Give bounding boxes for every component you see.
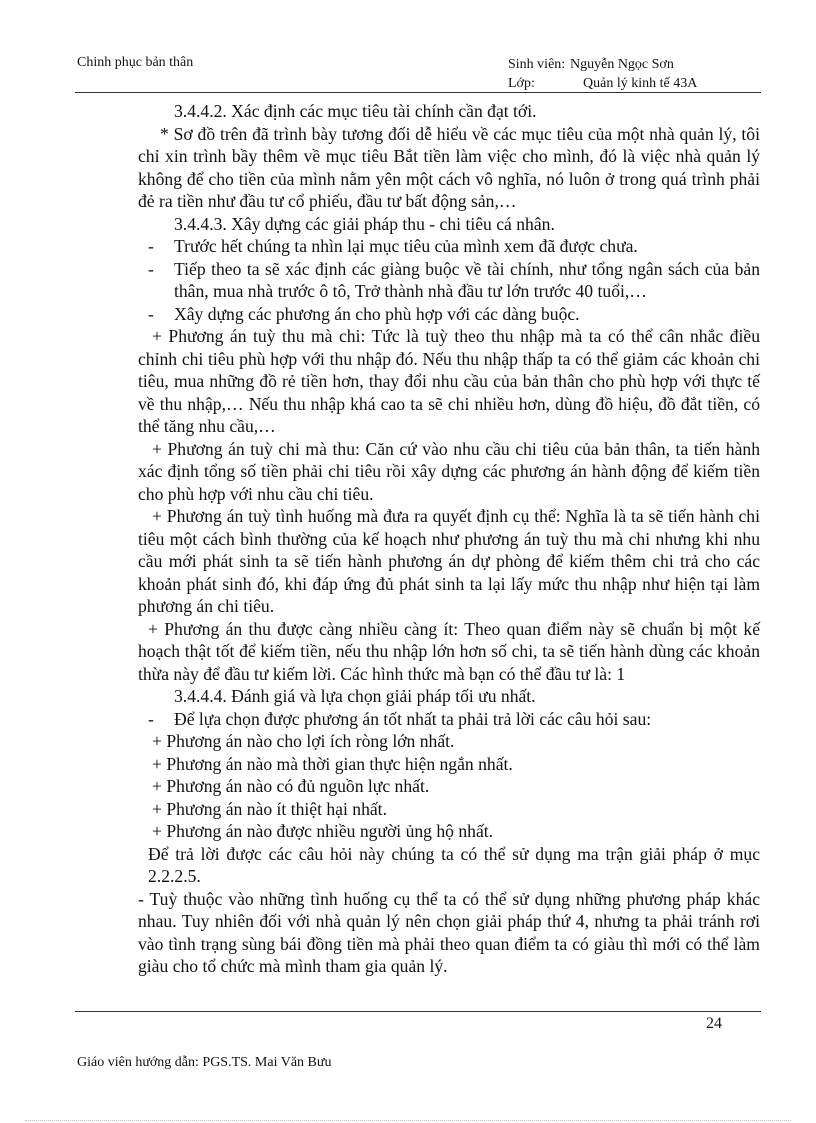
page-break-line (25, 1120, 791, 1121)
section-heading: 3.4.4.2. Xác định các mục tiêu tài chính cần đạt tới. (174, 101, 537, 121)
list-item: + Phương án nào ít thiệt hại nhất. (152, 798, 387, 819)
student-label: Sinh viên: (508, 57, 566, 72)
paragraph: * Sơ đồ trên đã trình bày tương đối dễ hiểu về các mục tiêu của một nhà quản lý, tôi chỉ xin trình bầy thêm về mục tiêu Bắt tiền làm việc cho mình, đó là việc nhà quản lý không để cho tiền của mình nằm yên một cách vô nghĩa, nó luôn ở trong quá trình phải đẻ ra tiền như đầu tư cổ phiếu, đầu tư bất động sản,… (138, 123, 760, 211)
footer-advisor: Giáo viên hướng dẫn: PGS.TS. Mai Văn Bưu (77, 1055, 332, 1070)
paragraph: Để trả lời được các câu hỏi này chúng ta có thể sử dụng ma trận giải pháp ở mục 2.2.2.5. (148, 843, 760, 886)
header-title: Chinh phục bản thân (77, 55, 194, 70)
student-name: Nguyễn Ngọc Sơn (570, 57, 674, 72)
class-name: Quản lý kinh tế 43A (583, 76, 698, 91)
section-heading: 3.4.4.3. Xây dựng các giải pháp thu - chi tiêu cá nhân. (174, 213, 555, 234)
list-item: - Xây dựng các phương án cho phù hợp với các dàng buộc. (148, 303, 580, 324)
footer-rule (75, 1011, 761, 1012)
list-item: + Phương án nào cho lợi ích ròng lớn nhất. (152, 731, 455, 751)
paragraph: + Phương án tuỳ tình huống mà đưa ra quyết định cụ thể: Nghĩa là ta sẽ tiến hành chi tiêu một cách bình thường của kế hoạch như phương án tuỳ thu mà chi nhưng khi nhu cầu mới phát sinh ta sẽ tiến hành phương án dự phòng để kiếm thêm chi trả cho các khoản phát sinh đó, khi đáp ứng đủ phát sinh ta lại lấy mức thu nhập như hiện tại làm phương án chi tiêu. (138, 506, 760, 616)
list-item: + Phương án nào mà thời gian thực hiện ngắn nhất. (152, 753, 513, 774)
header-student-info (508, 55, 697, 93)
page-number: 24 (706, 1015, 722, 1032)
class-label: Lớp: (508, 76, 535, 91)
section-heading: 3.4.4.4. Đánh giá và lựa chọn giải pháp tối ưu nhất. (174, 686, 536, 706)
header-rule (75, 92, 761, 93)
list-item: + Phương án nào được nhiều người ủng hộ nhất. (152, 821, 494, 841)
list-item: - Để lựa chọn được phương án tốt nhất ta phải trả lời các câu hỏi sau: (148, 708, 652, 729)
paragraph: + Phương án tuỳ thu mà chi: Tức là tuỳ theo thu nhập mà ta có thể cân nhắc điều chỉnh chi tiêu phù hợp với thu nhập đó. Nếu thu nhập thấp ta có thể giảm các khoản chi tiêu, mua những đồ rẻ tiền hơn, thay đổi nhu cầu của bản thân cho phù hợp với thực tế về thu nhập,… Nếu thu nhập khá cao ta sẽ chi nhiều hơn, dùng đồ hiệu, đồ đắt tiền, có thể tăng nhu cầu,… (138, 326, 760, 436)
list-item: + Phương án nào có đủ nguồn lực nhất. (152, 776, 430, 796)
list-item: - Tiếp theo ta sẽ xác định các giàng buộc về tài chính, như tổng ngân sách của bản thân, mua nhà trước ô tô, Trở thành nhà đầu tư lớn trước 40 tuổi,… (148, 258, 760, 301)
paragraph: - Tuỳ thuộc vào những tình huống cụ thể ta có thể sử dụng những phương pháp khác nhau. Tuy nhiên đối với nhà quản lý nên chọn giải pháp thứ 4, nhưng ta phải tránh rơi vào tình trạng sùng bái đồng tiền mà phải theo quan điểm ta có giàu thì mới có thể làm giàu cho tổ chức mà mình tham gia quản lý. (138, 888, 760, 976)
paragraph: + Phương án tuỳ chi mà thu: Căn cứ vào nhu cầu chi tiêu của bản thân, ta tiến hành xác định tổng số tiền phải chi tiêu rồi xây dựng các phương án hành động để kiếm tiền cho phù hợp với nhu cầu chi tiêu. (138, 438, 760, 504)
page-body (138, 100, 760, 978)
paragraph: + Phương án thu được càng nhiều càng ít: Theo quan điểm này sẽ chuẩn bị một kế hoạch thật tốt để kiếm tiền, nếu thu nhập lớn hơn số chi, ta sẽ tiến hành dùng các khoản thừa này để đầu tư kiếm lời. Các hình thức mà bạn có thể đầu tư là: 1 (138, 618, 760, 684)
list-item: - Trước hết chúng ta nhìn lại mục tiêu của mình xem đã được chưa. (148, 236, 638, 256)
